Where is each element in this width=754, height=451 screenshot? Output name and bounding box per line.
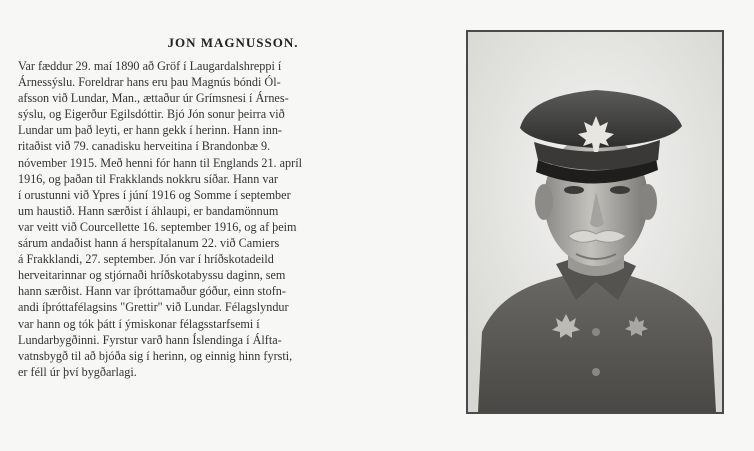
body-line: Var fæddur 29. maí 1890 að Gröf í Laugardalshreppi í [18,59,282,73]
body-line: um haustið. Hann særðist í áhlaupi, er bandamönnum [18,203,279,218]
body-line: Lundar um það leyti, er hann gekk í herinn. Hann inn- [18,123,282,138]
body-line: nóvember 1915. Með henni fór hann til Englands 21. apríl [18,155,302,170]
right-ear [639,184,657,220]
article-body [18,58,450,380]
body-line: vatnsbygð til að bjóða sig í herinn, og einnig hinn fyrsti, [18,348,293,363]
portrait-illustration [468,32,722,412]
tunic-button [592,328,600,336]
left-eye [564,186,584,194]
body-line: í orustunni við Ypres í júní 1916 og Somme í september [18,187,291,202]
body-line: afsson við Lundar, Man., ættaður úr Grímsnesi í Árnes- [18,91,289,106]
body-line: var hann og tók þátt í ýmiskonar félagsstarfsemi í [18,316,260,331]
article-title: JON MAGNUSSON. [167,35,299,50]
body-line: andi íþróttafélagsins "Grettir" við Lundar. Félagslyndur [18,300,289,315]
body-line: er féll úr því bygðarlagi. [18,364,137,379]
body-line: Árnessýslu. Foreldrar hans eru þau Magnús bóndi Ól- [18,75,281,90]
left-ear [535,184,553,220]
body-line: hann særðist. Hann var íþróttamaður góður, einn stofn- [18,284,286,299]
body-line: Lundarbygðinni. Fyrstur varð hann Íslendinga í Álfta- [18,332,282,347]
body-line: var veitt við Courcellette 16. september 1916, og af þeim [18,219,297,234]
body-line: herveitarinnar og stjórnaði hríðskotabyssu daginn, sem [18,268,286,283]
tunic-button [592,368,600,376]
body-line: sárum andaðist hann á herspítalanum 22. við Camiers [18,236,280,251]
portrait-photo [466,30,724,414]
body-line: 1916, og þaðan til Frakklands nokkru síðar. Hann var [18,171,278,186]
body-line: sýslu, og Eigerður Egilsdóttir. Bjó Jón sonur þeirra við [18,107,285,122]
right-eye [610,186,630,194]
body-line: á Frakklandi, 27. september. Jón var í hríðskotadeild [18,252,274,267]
body-line: ritaðist við 79. canadisku herveitina í Brandonbæ 9. [18,139,271,154]
